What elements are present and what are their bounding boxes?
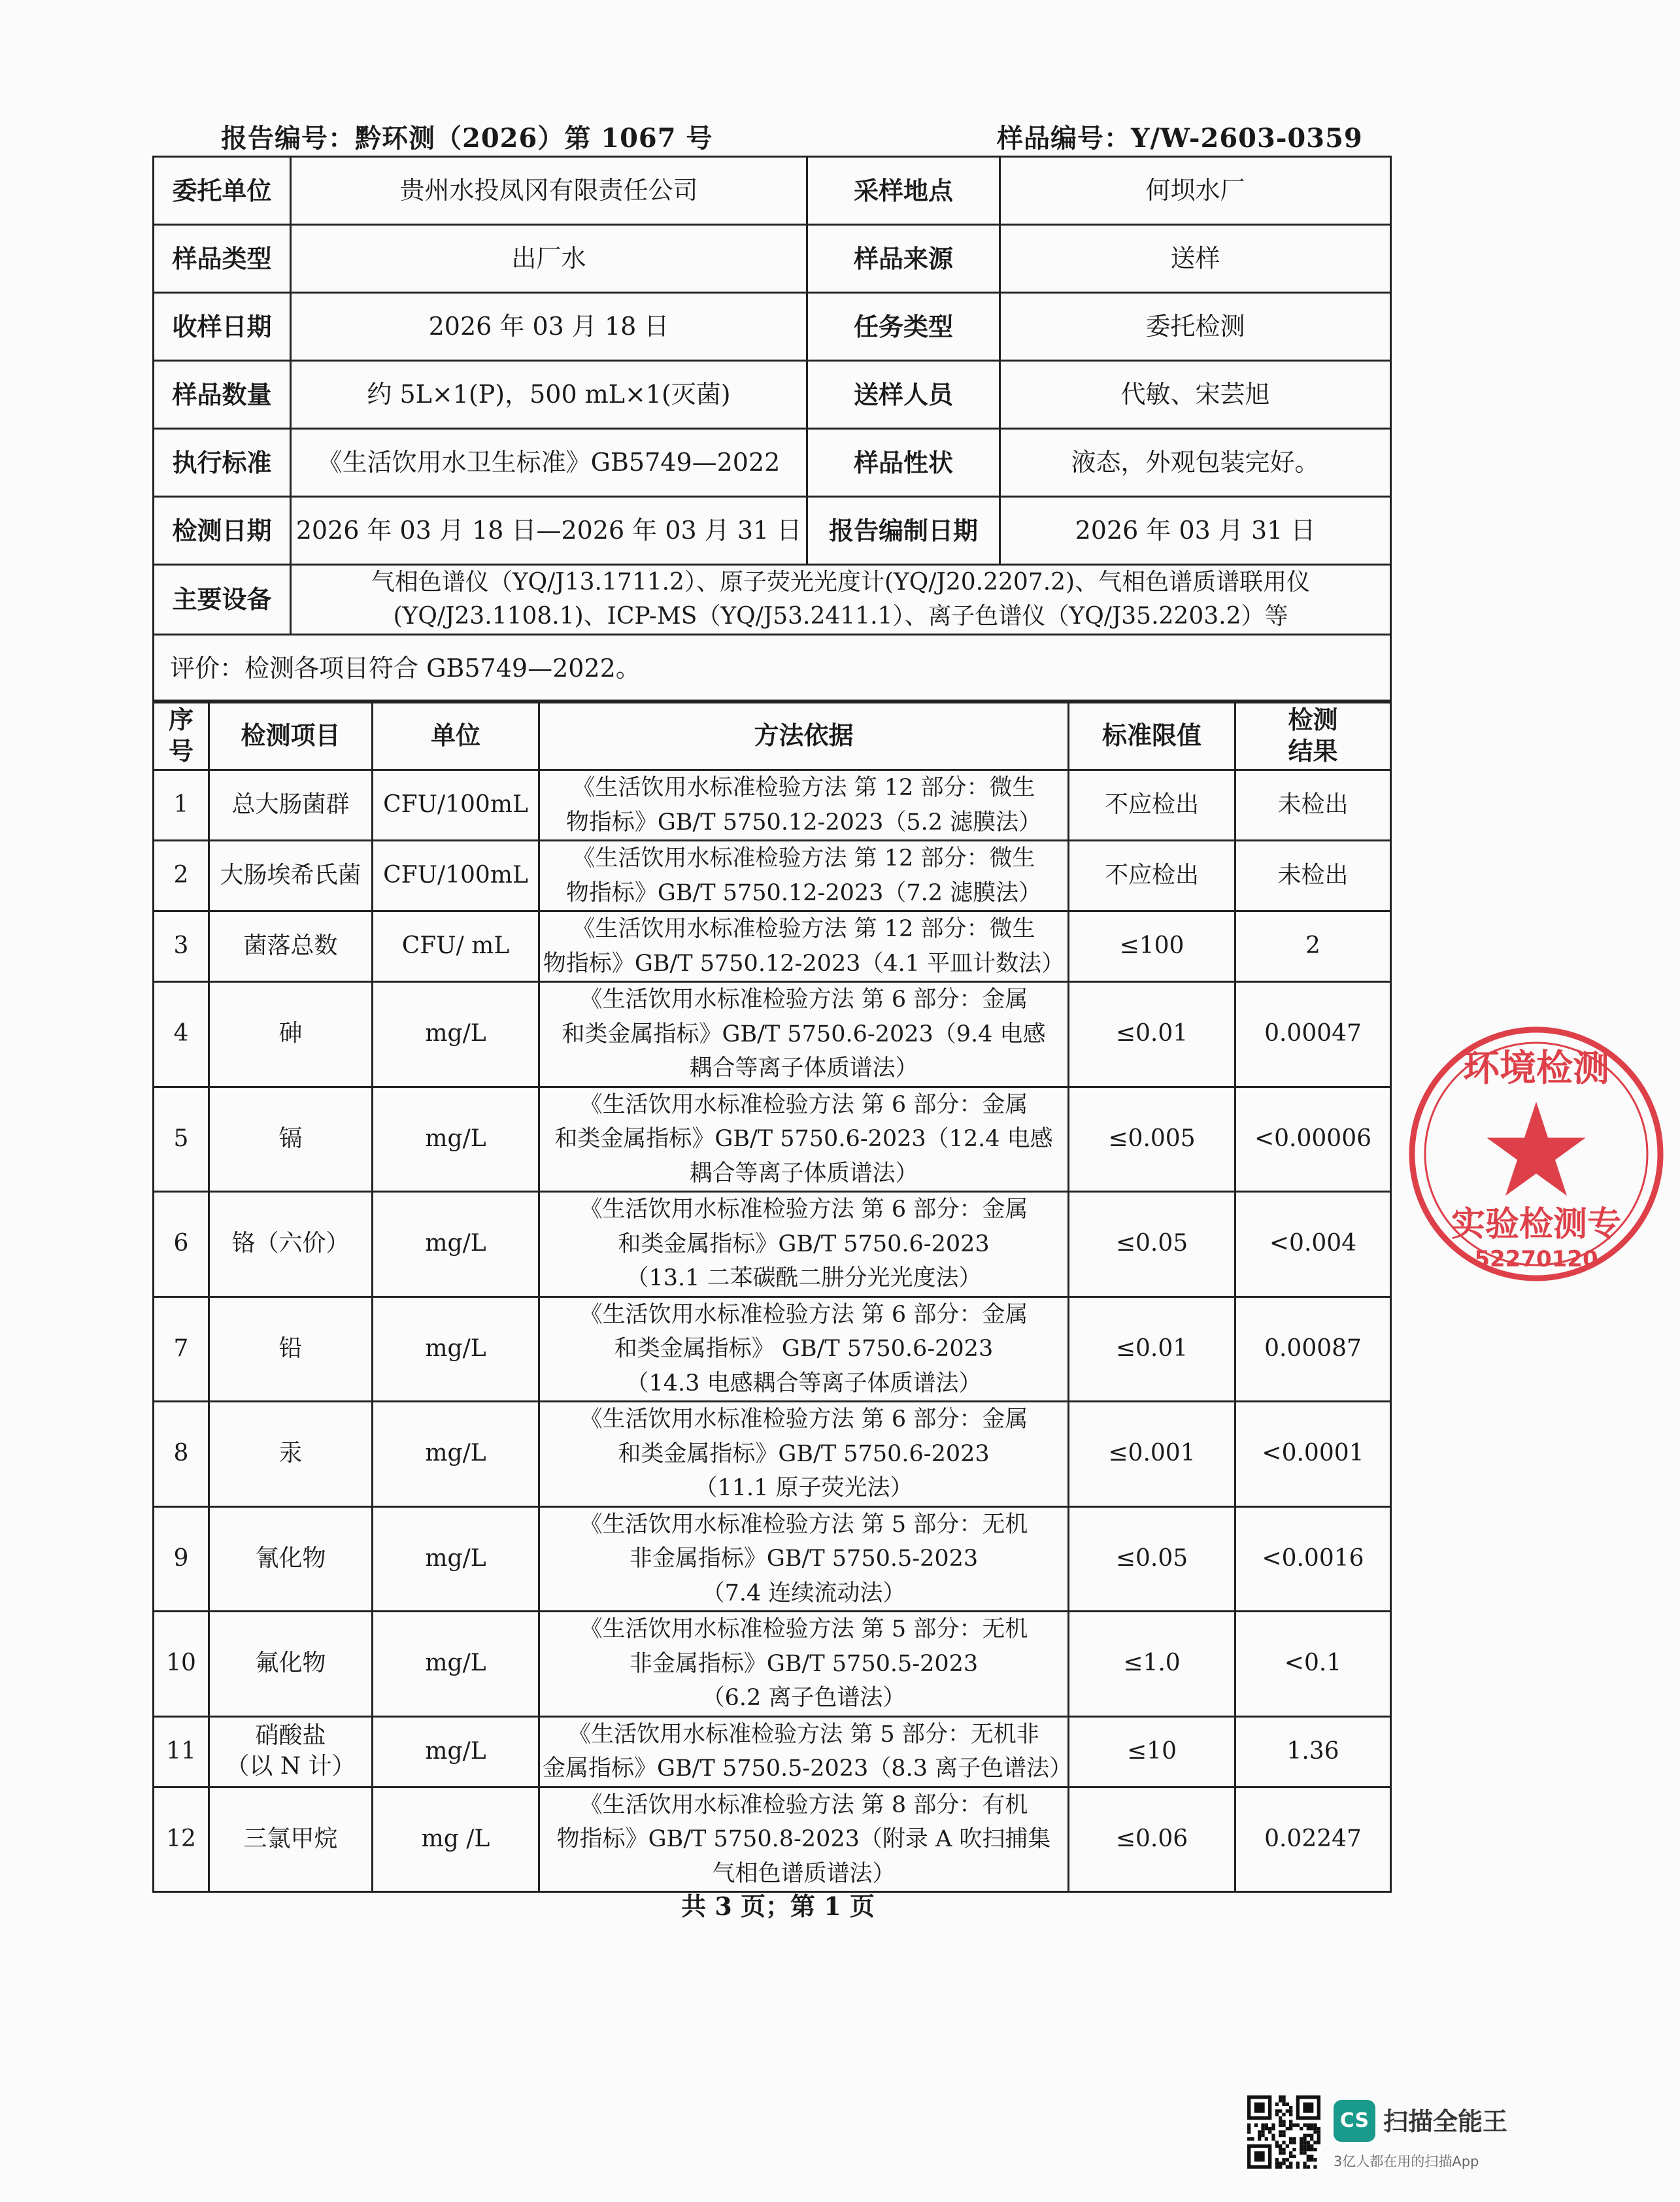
standard-limit	[1069, 1402, 1235, 1507]
test-item-text: 总大肠菌群	[231, 791, 350, 819]
col-unit-header: 单位	[373, 701, 539, 770]
standard-limit-text: ≤0.001	[1108, 1440, 1196, 1467]
unit	[373, 841, 539, 911]
test-result-text: 2	[1305, 932, 1320, 960]
standard-limit-text: ≤0.01	[1115, 1020, 1188, 1047]
unit	[373, 1612, 539, 1717]
receive-date-label: 收样日期	[154, 293, 291, 361]
standard-label: 执行标准	[154, 429, 291, 497]
row-number	[154, 1506, 209, 1612]
test-item	[209, 1087, 373, 1192]
report-number: 报告编号：黔环测（2026）第 1067 号	[221, 123, 713, 154]
test-result-text: <0.0016	[1262, 1544, 1364, 1572]
table-row	[154, 1087, 1391, 1192]
method-line-2: 和类金属指标》GB/T 5750.6-2023（12.4 电感	[554, 1126, 1053, 1152]
test-item-text: 菌落总数	[243, 932, 338, 960]
standard-limit	[1069, 770, 1235, 841]
equipment-value	[291, 565, 1391, 635]
unit-text: mg/L	[425, 1544, 486, 1572]
row-number-text: 11	[166, 1737, 196, 1765]
unit	[373, 1296, 539, 1402]
method-line-1: 《生活饮用水标准检验方法 第 12 部分：微生	[572, 775, 1035, 801]
col-no-header	[154, 701, 209, 770]
test-item	[209, 1716, 373, 1787]
test-result-text: <0.00006	[1254, 1125, 1372, 1152]
test-item-text: 砷	[278, 1020, 303, 1047]
scanner-tagline: 3亿人都在用的扫描App	[1334, 2154, 1479, 2169]
unit-text: CFU/100mL	[383, 791, 528, 819]
unit	[373, 1506, 539, 1612]
row-number-text: 12	[166, 1825, 196, 1852]
method	[539, 1402, 1069, 1507]
test-item-text: 铬（六价）	[231, 1230, 350, 1257]
site-label: 采样地点	[807, 157, 1000, 225]
row-number-text: 7	[173, 1334, 189, 1362]
task-type-value: 委托检测	[1000, 293, 1391, 361]
task-type-label: 任务类型	[807, 293, 1000, 361]
evaluation: 评价：检测各项目符合 GB5749—2022。	[154, 635, 1391, 703]
unit-text: CFU/ mL	[401, 932, 510, 960]
row-number-text: 2	[173, 862, 189, 889]
equipment-label: 主要设备	[154, 565, 291, 635]
standard-limit	[1069, 1192, 1235, 1297]
method-line-3: 气相色谱质谱法）	[712, 1860, 896, 1887]
test-date-value: 2026 年 03 月 18 日—2026 年 03 月 31 日	[291, 497, 807, 565]
test-item-note: （以 N 计）	[226, 1753, 356, 1780]
client-label: 委托单位	[154, 157, 291, 225]
test-result	[1235, 911, 1391, 982]
standard-limit	[1069, 911, 1235, 982]
unit	[373, 1402, 539, 1507]
test-item	[209, 841, 373, 911]
table-row	[154, 1296, 1391, 1402]
test-item-text: 镉	[278, 1125, 303, 1152]
table-row	[154, 841, 1391, 911]
standard-limit-text: ≤0.01	[1115, 1334, 1188, 1362]
unit-text: mg/L	[425, 1737, 486, 1765]
row-number	[154, 841, 209, 911]
source-value: 送样	[1000, 225, 1391, 293]
col-no-header-line-1: 序	[168, 705, 193, 734]
standard-limit-text: ≤100	[1119, 932, 1184, 960]
test-item	[209, 770, 373, 841]
method-line-2: 物指标》GB/T 5750.8-2023（附录 A 吹扫捕集	[556, 1826, 1051, 1852]
method-line-3: （7.4 连续流动法）	[701, 1580, 906, 1606]
method-line-2: 金属指标》GB/T 5750.5-2023（8.3 离子色谱法）	[543, 1755, 1073, 1782]
method-line-1: 《生活饮用水标准检验方法 第 5 部分：无机	[579, 1616, 1028, 1642]
col-result-header-line-1: 检测	[1288, 705, 1338, 734]
standard-limit-text: ≤1.0	[1123, 1650, 1181, 1677]
equipment-line-1: 气相色谱仪（YQ/J13.1711.2）、原子荧光光度计(YQ/J20.2207.2)、气相色谱质谱联用仪	[371, 569, 1311, 596]
unit	[373, 1787, 539, 1892]
method-line-2: 和类金属指标》 GB/T 5750.6-2023	[614, 1336, 994, 1362]
test-result	[1235, 1787, 1391, 1892]
standard-limit-text: 不应检出	[1104, 862, 1199, 889]
test-item-text: 铅	[278, 1334, 303, 1362]
seal-code: 52270120	[1474, 1246, 1598, 1272]
unit-text: mg /L	[421, 1825, 490, 1852]
test-item-text: 硝酸盐	[255, 1722, 326, 1750]
table-row	[154, 1787, 1391, 1892]
method-line-2: 非金属指标》GB/T 5750.5-2023	[629, 1650, 979, 1677]
standard-limit	[1069, 1612, 1235, 1717]
inspection-seal	[1392, 1010, 1680, 1298]
standard-limit	[1069, 982, 1235, 1087]
standard-limit	[1069, 1787, 1235, 1892]
scanner-app-name: 扫描全能王	[1383, 2107, 1508, 2136]
method-line-1: 《生活饮用水标准检验方法 第 6 部分：金属	[579, 1406, 1028, 1432]
row-number-text: 1	[173, 791, 189, 819]
unit-text: mg/L	[425, 1020, 486, 1047]
standard-limit-text: ≤0.05	[1115, 1230, 1188, 1257]
table-row	[154, 911, 1391, 982]
table-row	[154, 1402, 1391, 1507]
row-number	[154, 1087, 209, 1192]
test-results-table	[152, 700, 1392, 1893]
unit-text: mg/L	[425, 1650, 486, 1677]
test-result	[1235, 770, 1391, 841]
unit	[373, 911, 539, 982]
test-result-text: <0.1	[1284, 1650, 1342, 1677]
table-row	[154, 1716, 1391, 1787]
test-result	[1235, 841, 1391, 911]
test-result-text: 1.36	[1286, 1737, 1339, 1765]
row-number-text: 3	[173, 932, 189, 960]
row-number-text: 5	[173, 1125, 189, 1152]
row-number-text: 10	[166, 1650, 196, 1677]
table-row	[154, 1506, 1391, 1612]
test-result-text: 未检出	[1277, 862, 1349, 889]
seal-text-bottom: 实验检测专	[1451, 1204, 1622, 1244]
method	[539, 982, 1069, 1087]
col-result-header	[1235, 701, 1391, 770]
sample-info-table	[152, 156, 1392, 703]
method-line-1: 《生活饮用水标准检验方法 第 6 部分：金属	[579, 1301, 1028, 1328]
test-result	[1235, 1192, 1391, 1297]
method-line-1: 《生活饮用水标准检验方法 第 12 部分：微生	[572, 845, 1035, 872]
table-row	[154, 1192, 1391, 1297]
method	[539, 1506, 1069, 1612]
test-result	[1235, 982, 1391, 1087]
test-item-text: 大肠埃希氏菌	[220, 862, 361, 889]
compile-date-label: 报告编制日期	[807, 497, 1000, 565]
unit-text: CFU/100mL	[383, 862, 528, 889]
test-result-text: 未检出	[1277, 791, 1349, 819]
state-label: 样品性状	[807, 429, 1000, 497]
type-label: 样品类型	[154, 225, 291, 293]
col-no-header-line-2: 号	[168, 736, 193, 766]
method-line-3: （13.1 二苯碳酰二肼分光光度法）	[626, 1265, 982, 1291]
method-line-1: 《生活饮用水标准检验方法 第 5 部分：无机非	[568, 1721, 1039, 1748]
table-row	[154, 1612, 1391, 1717]
method	[539, 841, 1069, 911]
table-row	[154, 770, 1391, 841]
method-line-3: 耦合等离子体质谱法）	[689, 1055, 918, 1081]
page-footer: 共 3 页；第 1 页	[681, 1891, 875, 1921]
method-line-1: 《生活饮用水标准检验方法 第 12 部分：微生	[572, 916, 1035, 942]
test-item	[209, 1192, 373, 1297]
method	[539, 1192, 1069, 1297]
test-item	[209, 911, 373, 982]
row-number	[154, 1787, 209, 1892]
compile-date-value: 2026 年 03 月 31 日	[1000, 497, 1391, 565]
camscanner-logo-icon: CS	[1334, 2100, 1375, 2142]
test-result-text: 0.02247	[1264, 1825, 1362, 1852]
row-number	[154, 770, 209, 841]
test-item	[209, 1506, 373, 1612]
method-line-3: （6.2 离子色谱法）	[701, 1685, 906, 1711]
unit-text: mg/L	[425, 1334, 486, 1362]
seal-text-top: 环境检测	[1463, 1047, 1609, 1090]
row-number	[154, 982, 209, 1087]
method	[539, 1716, 1073, 1787]
method-line-2: 物指标》GB/T 5750.12-2023（4.1 平皿计数法）	[543, 950, 1065, 977]
unit	[373, 1716, 539, 1787]
method-line-2: 和类金属指标》GB/T 5750.6-2023	[618, 1440, 990, 1467]
method-line-2: 物指标》GB/T 5750.12-2023（5.2 滤膜法）	[565, 809, 1042, 836]
sample-number: 样品编号：Y/W-2603-0359	[997, 123, 1363, 154]
client-value: 贵州水投凤冈有限责任公司	[291, 157, 807, 225]
standard-limit-text: ≤0.06	[1115, 1825, 1188, 1852]
unit-text: mg/L	[425, 1230, 486, 1257]
standard-limit-text: ≤10	[1127, 1737, 1177, 1765]
unit	[373, 770, 539, 841]
row-number	[154, 1402, 209, 1507]
col-result-header-line-2: 结果	[1288, 736, 1338, 766]
method	[539, 1612, 1069, 1717]
source-label: 样品来源	[807, 225, 1000, 293]
method-line-1: 《生活饮用水标准检验方法 第 5 部分：无机	[579, 1511, 1028, 1538]
method-line-1: 《生活饮用水标准检验方法 第 6 部分：金属	[579, 1091, 1028, 1118]
unit-text: mg/L	[425, 1440, 486, 1467]
method-line-1: 《生活饮用水标准检验方法 第 6 部分：金属	[579, 987, 1028, 1013]
test-result	[1235, 1612, 1391, 1717]
test-result	[1235, 1402, 1391, 1507]
test-item-text: 氰化物	[255, 1544, 326, 1572]
test-date-label: 检测日期	[154, 497, 291, 565]
test-result-text: 0.00047	[1264, 1020, 1362, 1047]
method-line-1: 《生活饮用水标准检验方法 第 8 部分：有机	[579, 1791, 1028, 1818]
quantity-label: 样品数量	[154, 361, 291, 429]
standard-limit	[1069, 1506, 1235, 1612]
method	[539, 911, 1069, 982]
site-value: 何坝水厂	[1000, 157, 1391, 225]
unit-text: mg/L	[425, 1125, 486, 1152]
row-number-text: 8	[173, 1440, 189, 1467]
test-result	[1235, 1296, 1391, 1402]
standard-value: 《生活饮用水卫生标准》GB5749—2022	[291, 429, 807, 497]
method-line-2: 和类金属指标》GB/T 5750.6-2023（9.4 电感	[562, 1021, 1046, 1047]
test-item	[209, 1787, 373, 1892]
row-number	[154, 1716, 209, 1787]
col-item-header: 检测项目	[209, 701, 373, 770]
standard-limit-text: ≤0.05	[1115, 1544, 1188, 1572]
standard-limit	[1069, 1716, 1235, 1787]
table-row	[154, 982, 1391, 1087]
method-line-3: （14.3 电感耦合等离子体质谱法）	[626, 1370, 982, 1397]
row-number-text: 6	[173, 1230, 189, 1257]
seal-star-icon	[1487, 1102, 1586, 1196]
unit	[373, 982, 539, 1087]
method	[539, 1087, 1069, 1192]
standard-limit	[1069, 1296, 1235, 1402]
test-result	[1235, 1506, 1391, 1612]
test-item	[209, 982, 373, 1087]
standard-limit-text: ≤0.005	[1108, 1125, 1196, 1152]
standard-limit	[1069, 1087, 1235, 1192]
row-number-text: 4	[173, 1020, 189, 1047]
row-number-text: 9	[173, 1544, 189, 1572]
test-item	[209, 1402, 373, 1507]
method-line-2: 物指标》GB/T 5750.12-2023（7.2 滤膜法）	[565, 879, 1042, 906]
qr-code-icon	[1247, 2095, 1320, 2169]
type-value: 出厂水	[291, 225, 807, 293]
col-limit-header: 标准限值	[1069, 701, 1235, 770]
row-number	[154, 1296, 209, 1402]
test-result	[1235, 1716, 1391, 1787]
method	[539, 770, 1069, 841]
row-number	[154, 911, 209, 982]
col-method-header: 方法依据	[539, 701, 1069, 770]
receive-date-value: 2026 年 03 月 18 日	[291, 293, 807, 361]
test-result-text: 0.00087	[1264, 1334, 1362, 1362]
method-line-2: 非金属指标》GB/T 5750.5-2023	[629, 1546, 979, 1572]
test-item-text: 氟化物	[255, 1650, 326, 1677]
quantity-value: 约 5L×1(P)，500 mL×1(灭菌)	[291, 361, 807, 429]
test-item-text: 汞	[278, 1440, 303, 1467]
test-item	[209, 1296, 373, 1402]
unit	[373, 1192, 539, 1297]
row-number	[154, 1192, 209, 1297]
test-result-text: <0.0001	[1262, 1440, 1364, 1467]
test-item	[209, 1612, 373, 1717]
method	[539, 1296, 1069, 1402]
method-line-3: （11.1 原子荧光法）	[694, 1475, 913, 1501]
test-item-text: 三氯甲烷	[243, 1825, 338, 1852]
method-line-1: 《生活饮用水标准检验方法 第 6 部分：金属	[579, 1196, 1028, 1223]
unit	[373, 1087, 539, 1192]
sender-label: 送样人员	[807, 361, 1000, 429]
method	[539, 1787, 1069, 1892]
standard-limit	[1069, 841, 1235, 911]
row-number	[154, 1612, 209, 1717]
standard-limit-text: 不应检出	[1104, 791, 1199, 819]
method-line-3: 耦合等离子体质谱法）	[689, 1160, 918, 1187]
sender-value: 代敏、宋芸旭	[1000, 361, 1391, 429]
test-result	[1235, 1087, 1391, 1192]
method-line-2: 和类金属指标》GB/T 5750.6-2023	[618, 1230, 990, 1257]
test-result-text: <0.004	[1269, 1230, 1357, 1257]
equipment-line-2: (YQ/J23.1108.1)、ICP-MS（YQ/J53.2411.1）、离子色谱仪（YQ/J35.2203.2）等	[393, 603, 1288, 630]
state-value: 液态，外观包装完好。	[1000, 429, 1391, 497]
